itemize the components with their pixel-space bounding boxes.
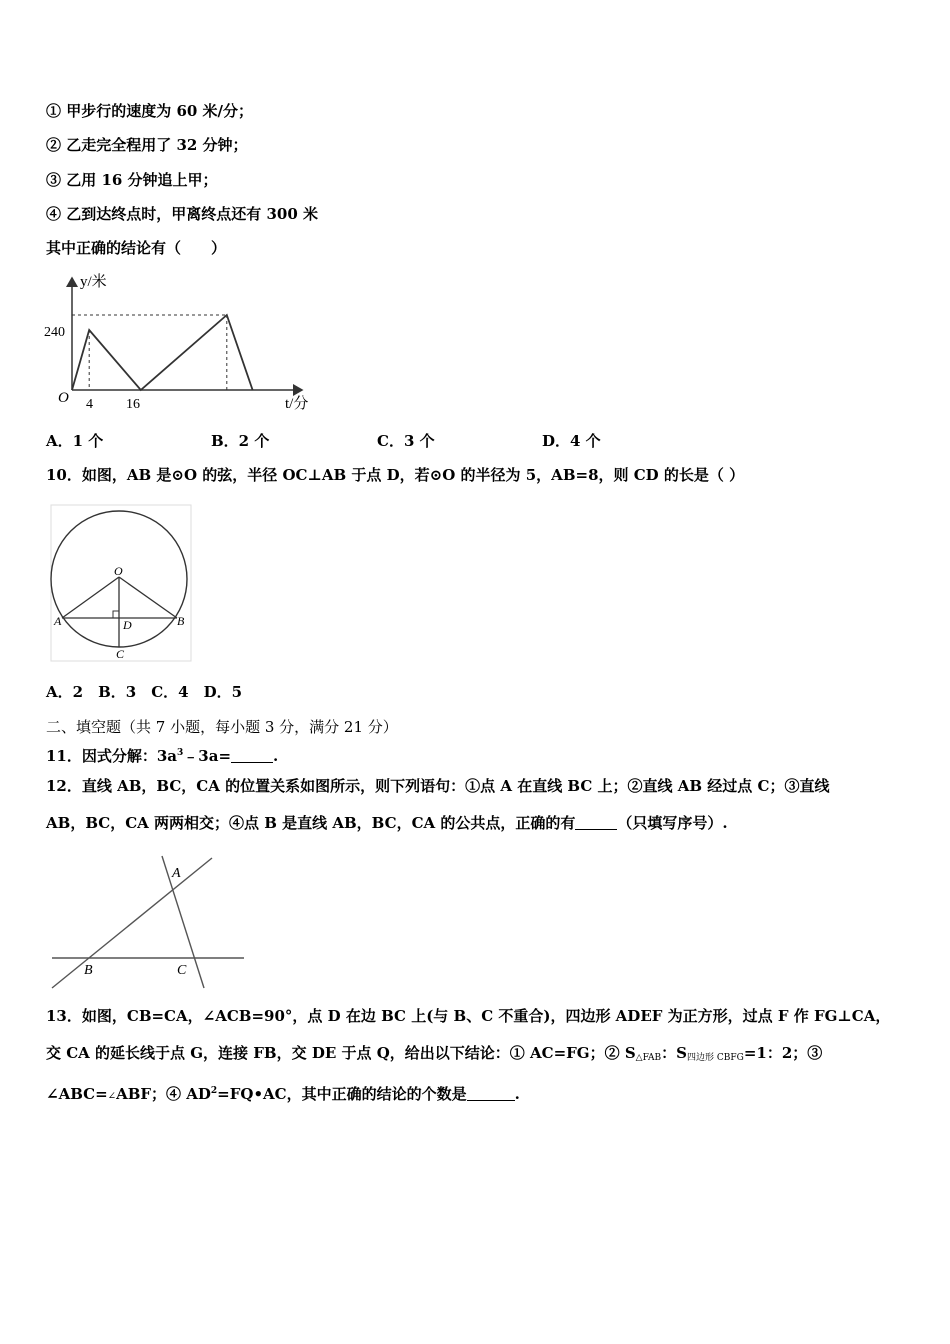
q10-text: 10．如图，AB 是⊙O 的弦，半径 OC⊥AB 于点 D，若⊙O 的半径为 5，AB=8，则 CD 的长是（ ） — [46, 466, 745, 484]
q13-line2-post: =1：2；③ — [743, 1044, 823, 1062]
distance-time-graph — [40, 268, 330, 418]
x-tick-4: 4 — [86, 397, 93, 412]
label-o: O — [114, 564, 123, 578]
figure-frame — [51, 505, 191, 661]
q11-sup: 3 — [177, 748, 184, 758]
option-d: D．4 个 — [542, 432, 601, 450]
q13-sup: 2 — [210, 1086, 218, 1096]
q12-line2 — [46, 813, 728, 833]
q13-line2-mid: ：S — [661, 1044, 688, 1062]
q11-end: . — [273, 747, 279, 765]
label-d: D — [123, 618, 132, 632]
q13-blank[interactable] — [467, 1086, 515, 1101]
label-a: A — [172, 866, 181, 881]
lines-figure — [46, 850, 251, 990]
q13-line3-post: =FQ•AC，其中正确的结论的个数是 — [217, 1085, 467, 1103]
q13-line3 — [46, 1081, 520, 1107]
statement-4: ④ 乙到达终点时，甲离终点还有 300 米 — [46, 205, 318, 223]
small-angle-symbol: ∠ — [107, 1091, 117, 1102]
q13-line3-mid: ABF；④ AD — [116, 1085, 211, 1103]
x-tick-16: 16 — [126, 397, 140, 412]
q11-post: ﹣3a= — [183, 747, 232, 765]
radius-oa — [62, 577, 119, 618]
distance-polyline — [72, 315, 253, 390]
q13-line3-end: . — [514, 1085, 520, 1103]
statement-2: ② 乙走完全程用了 32 分钟； — [46, 136, 248, 154]
label-c: C — [177, 963, 187, 978]
y-axis-label: y/米 — [80, 274, 107, 290]
option-b: B．2 个 — [211, 432, 270, 450]
q13-line1: 13．如图，CB=CA，∠ACB=90°，点 D 在边 BC 上(与 B、C 不重合)，四边形 ADEF 为正方形，过点 F 作 FG⊥CA， — [46, 1007, 891, 1025]
q13-line2 — [46, 1043, 822, 1068]
statement-3: ③ 乙用 16 分钟追上甲； — [46, 171, 218, 189]
q12-blank[interactable] — [575, 815, 617, 830]
label-b: B — [177, 614, 185, 628]
q13-line3-pre: ∠ABC= — [46, 1085, 108, 1103]
line-ab — [52, 858, 212, 988]
section-heading: 二、填空题（共 7 小题，每小题 3 分，满分 21 分） — [46, 718, 398, 736]
circle-figure — [46, 503, 196, 663]
q13-line2-pre: 交 CA 的延长线于点 G，连接 FB，交 DE 于点 Q，给出以下结论：① AC=FG；② S — [46, 1044, 636, 1062]
q11-blank[interactable] — [231, 748, 273, 763]
q9-prompt: 其中正确的结论有（ ） — [46, 239, 227, 257]
q13-sub2: 四边形 CBFG — [687, 1053, 744, 1063]
label-c: C — [116, 647, 125, 661]
q11-pre: 11．因式分解：3a — [46, 747, 178, 765]
statement-1: ① 甲步行的速度为 60 米/分； — [46, 102, 254, 120]
q11-text — [46, 743, 278, 766]
option-c: C．3 个 — [377, 432, 435, 450]
radius-ob — [119, 577, 177, 618]
q12-line2-pre: AB，BC，CA 两两相交；④点 B 是直线 AB，BC，CA 的公共点，正确的有 — [46, 814, 576, 832]
right-angle-mark — [113, 611, 119, 618]
q12-line2-post: （只填写序号）. — [617, 814, 728, 832]
q10-options: A．2 B．3 C．4 D．5 — [46, 683, 243, 701]
option-a: A．1 个 — [46, 432, 104, 450]
label-b: B — [84, 963, 93, 978]
q12-line1: 12．直线 AB，BC，CA 的位置关系如图所示，则下列语句：①点 A 在直线 BC 上；②直线 AB 经过点 C；③直线 — [46, 777, 830, 795]
q13-sub1: △FAB — [635, 1053, 662, 1063]
origin-label: O — [58, 390, 69, 406]
x-axis-label: t/分 — [285, 396, 309, 412]
guide-lines — [72, 315, 227, 390]
label-a: A — [54, 614, 62, 628]
y-tick-240: 240 — [44, 325, 65, 340]
